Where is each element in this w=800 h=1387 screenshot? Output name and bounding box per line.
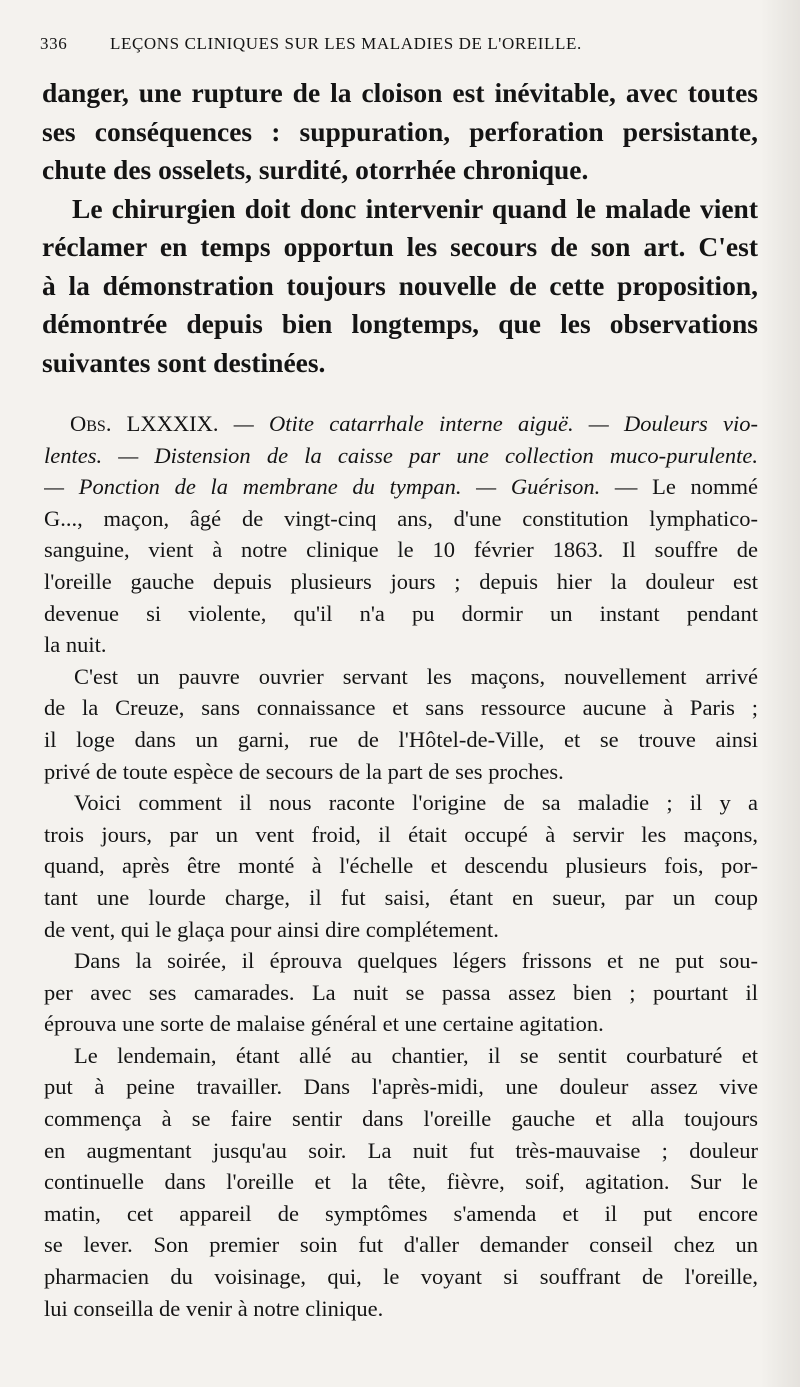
observation-title: — Ponction de la membrane du tympan. — Guérison. [44,474,601,500]
text-line: C'est un pauvre ouvrier servant les maçons, nouvellement arrivé [74,663,758,689]
text-line: continuelle dans l'oreille et la tête, fièvre, soif, agitation. Sur le [44,1169,758,1195]
text-line: tant une lourde charge, il fut saisi, étant en sueur, par un coup [44,884,758,910]
text-line: de la Creuze, sans connaissance et sans ressource aucune à Paris ; [44,695,758,721]
text-line: suivantes sont destinées. [42,346,326,378]
text-line: danger, une rupture de la cloison est inévitable, avec toutes [42,77,758,108]
text-line: éprouva une sorte de malaise général et une certaine agitation. [44,1011,604,1037]
observation-heading-line [44,440,758,472]
text-line: chute des osselets, surdité, otorrhée chronique. [42,154,589,185]
text-line: réclamer en temps opportun les secours de son art. C'est [42,231,758,262]
text-line: il loge dans un garni, rue de l'Hôtel-de-Ville, et se trouve ainsi [44,726,758,752]
observation-heading-line [44,471,758,503]
page-edge-shadow [760,0,800,1387]
text-line: en augmentant jusqu'au soir. La nuit fut très-mauvaise ; douleur [44,1137,758,1163]
observation-block [44,408,758,1324]
observation-tail: — Le nommé [600,474,758,500]
page-number: 336 [40,34,68,53]
text-line: la nuit. [44,632,107,658]
text-line: Le chirurgien doit donc intervenir quand le malade vient [72,192,758,224]
observation-title: lentes. — Distension de la caisse par une collection muco-purulente. [44,442,758,468]
text-line: pharmacien du voisinage, qui, le voyant si souffrant de l'oreille, [44,1264,758,1290]
text-line: Le lendemain, étant allé au chantier, il se sentit courbaturé et [74,1042,758,1068]
observation-title: — Otite catarrhale interne aiguë. — Douleurs vio- [218,411,758,436]
text-line: Voici comment il nous raconte l'origine de sa maladie ; il y a [74,790,758,816]
text-line: lui conseilla de venir à notre clinique. [44,1295,384,1321]
running-header [40,34,760,60]
text-line: démontrée depuis bien longtemps, que les observations [42,308,758,339]
text-line: G..., maçon, âgé de vingt-cinq ans, d'une constitution lymphatico- [44,505,758,531]
text-line: l'oreille gauche depuis plusieurs jours ; depuis hier la douleur est [44,568,758,594]
text-line: Dans la soirée, il éprouva quelques légers frissons et ne put sou- [74,948,758,974]
text-line: à la démonstration toujours nouvelle de cette proposition, [42,269,758,301]
text-line: per avec ses camarades. La nuit se passa assez bien ; pourtant il [44,979,758,1005]
text-line: put à peine travailler. Dans l'après-midi, une douleur assez vive [44,1074,758,1100]
text-line: trois jours, par un vent froid, il était occupé à servir les maçons, [44,821,758,847]
text-line: sanguine, vient à notre clinique le 10 février 1863. Il souffre de [44,537,758,563]
text-line: devenue si violente, qu'il n'a pu dormir un instant pendant [44,600,758,626]
text-line: privé de toute espèce de secours de la part de ses proches. [44,758,564,784]
text-line: ses conséquences : suppuration, perforation persistante, [42,115,758,147]
intro-text [42,74,758,382]
text-line: quand, après être monté à l'échelle et descendu plusieurs fois, por- [44,853,758,879]
text-line: commença à se faire sentir dans l'oreille gauche et alla toujours [44,1106,758,1132]
text-line: de vent, qui le glaça pour ainsi dire complétement. [44,916,499,942]
observation-label: Obs. LXXXIX. [70,411,219,436]
running-title: LEÇONS CLINIQUES SUR LES MALADIES DE L'OREILLE. [110,34,582,53]
text-line: matin, cet appareil de symptômes s'amenda et il put encore [44,1200,758,1226]
text-line: se lever. Son premier soin fut d'aller demander conseil chez un [44,1232,758,1258]
observation-heading-line [44,408,758,440]
